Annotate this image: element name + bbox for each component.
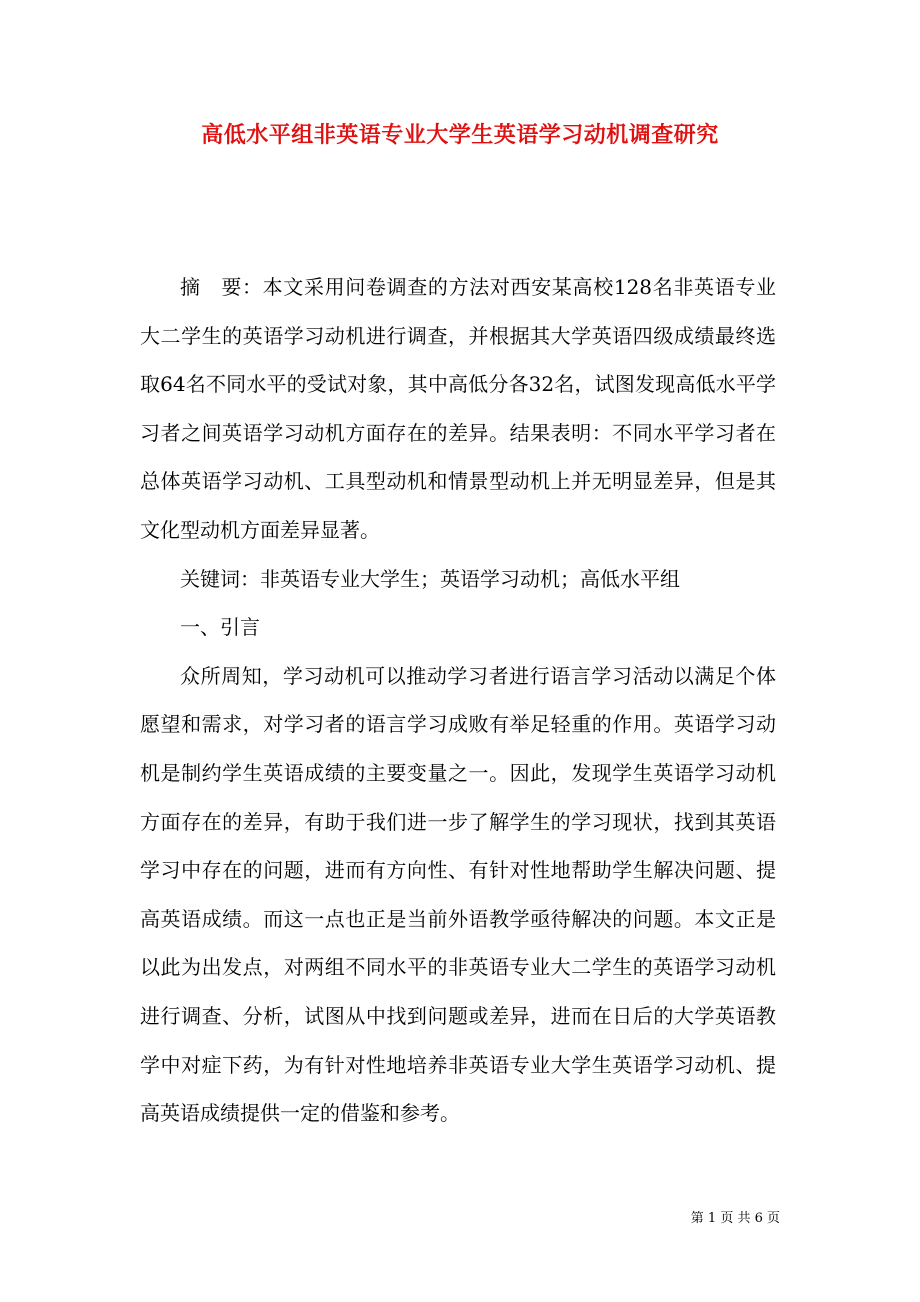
intro-paragraph: 众所周知，学习动机可以推动学习者进行语言学习活动以满足个体愿望和需求，对学习者的语言学习成败有举足轻重的作用。英语学习动机是制约学生英语成绩的主要变量之一。因此，发现学生英语学习动机方面存在的差异，有助于我们进一步了解学生的学习现状，找到其英语学习中存在的问题，进而有方向性、有针对性地帮助学生解决问题、提高英语成绩。而这一点也正是当前外语教学亟待解决的问题。本文正是以此为出发点，对两组不同水平的非英语专业大二学生的英语学习动机进行调查、分析，试图从中找到问题或差异，进而在日后的大学英语教学中对症下药，为有针对性地培养非英语专业大学生英语学习动机、提高英语成绩提供一定的借鉴和参考。 xyxy=(140,663,776,1126)
section-heading: 一、引言 xyxy=(180,615,260,640)
keywords-paragraph: 关键词：非英语专业大学生；英语学习动机；高低水平组 xyxy=(180,566,680,591)
page-indicator: 第 1 页 共 6 页 xyxy=(690,1211,780,1226)
abstract-paragraph xyxy=(140,263,776,555)
abstract-text: 本文采用问卷调查的方法对西安某高校128名非英语专业大二学生的英语学习动机进行调查，并根据其大学英语四级成绩最终选取64名不同水平的受试对象，其中高低分各32名，试图发现高低水平学习者之间英语学习动机方面存在的差异。结果表明：不同水平学习者在总体英语学习动机、工具型动机和情景型动机上并无明显差异，但是其文化型动机方面差异显著。 xyxy=(140,275,776,542)
document-body xyxy=(140,263,776,1138)
abstract-label: 摘 要： xyxy=(180,275,263,299)
document-title: 高低水平组非英语专业大学生英语学习动机调查研究 xyxy=(201,122,719,148)
